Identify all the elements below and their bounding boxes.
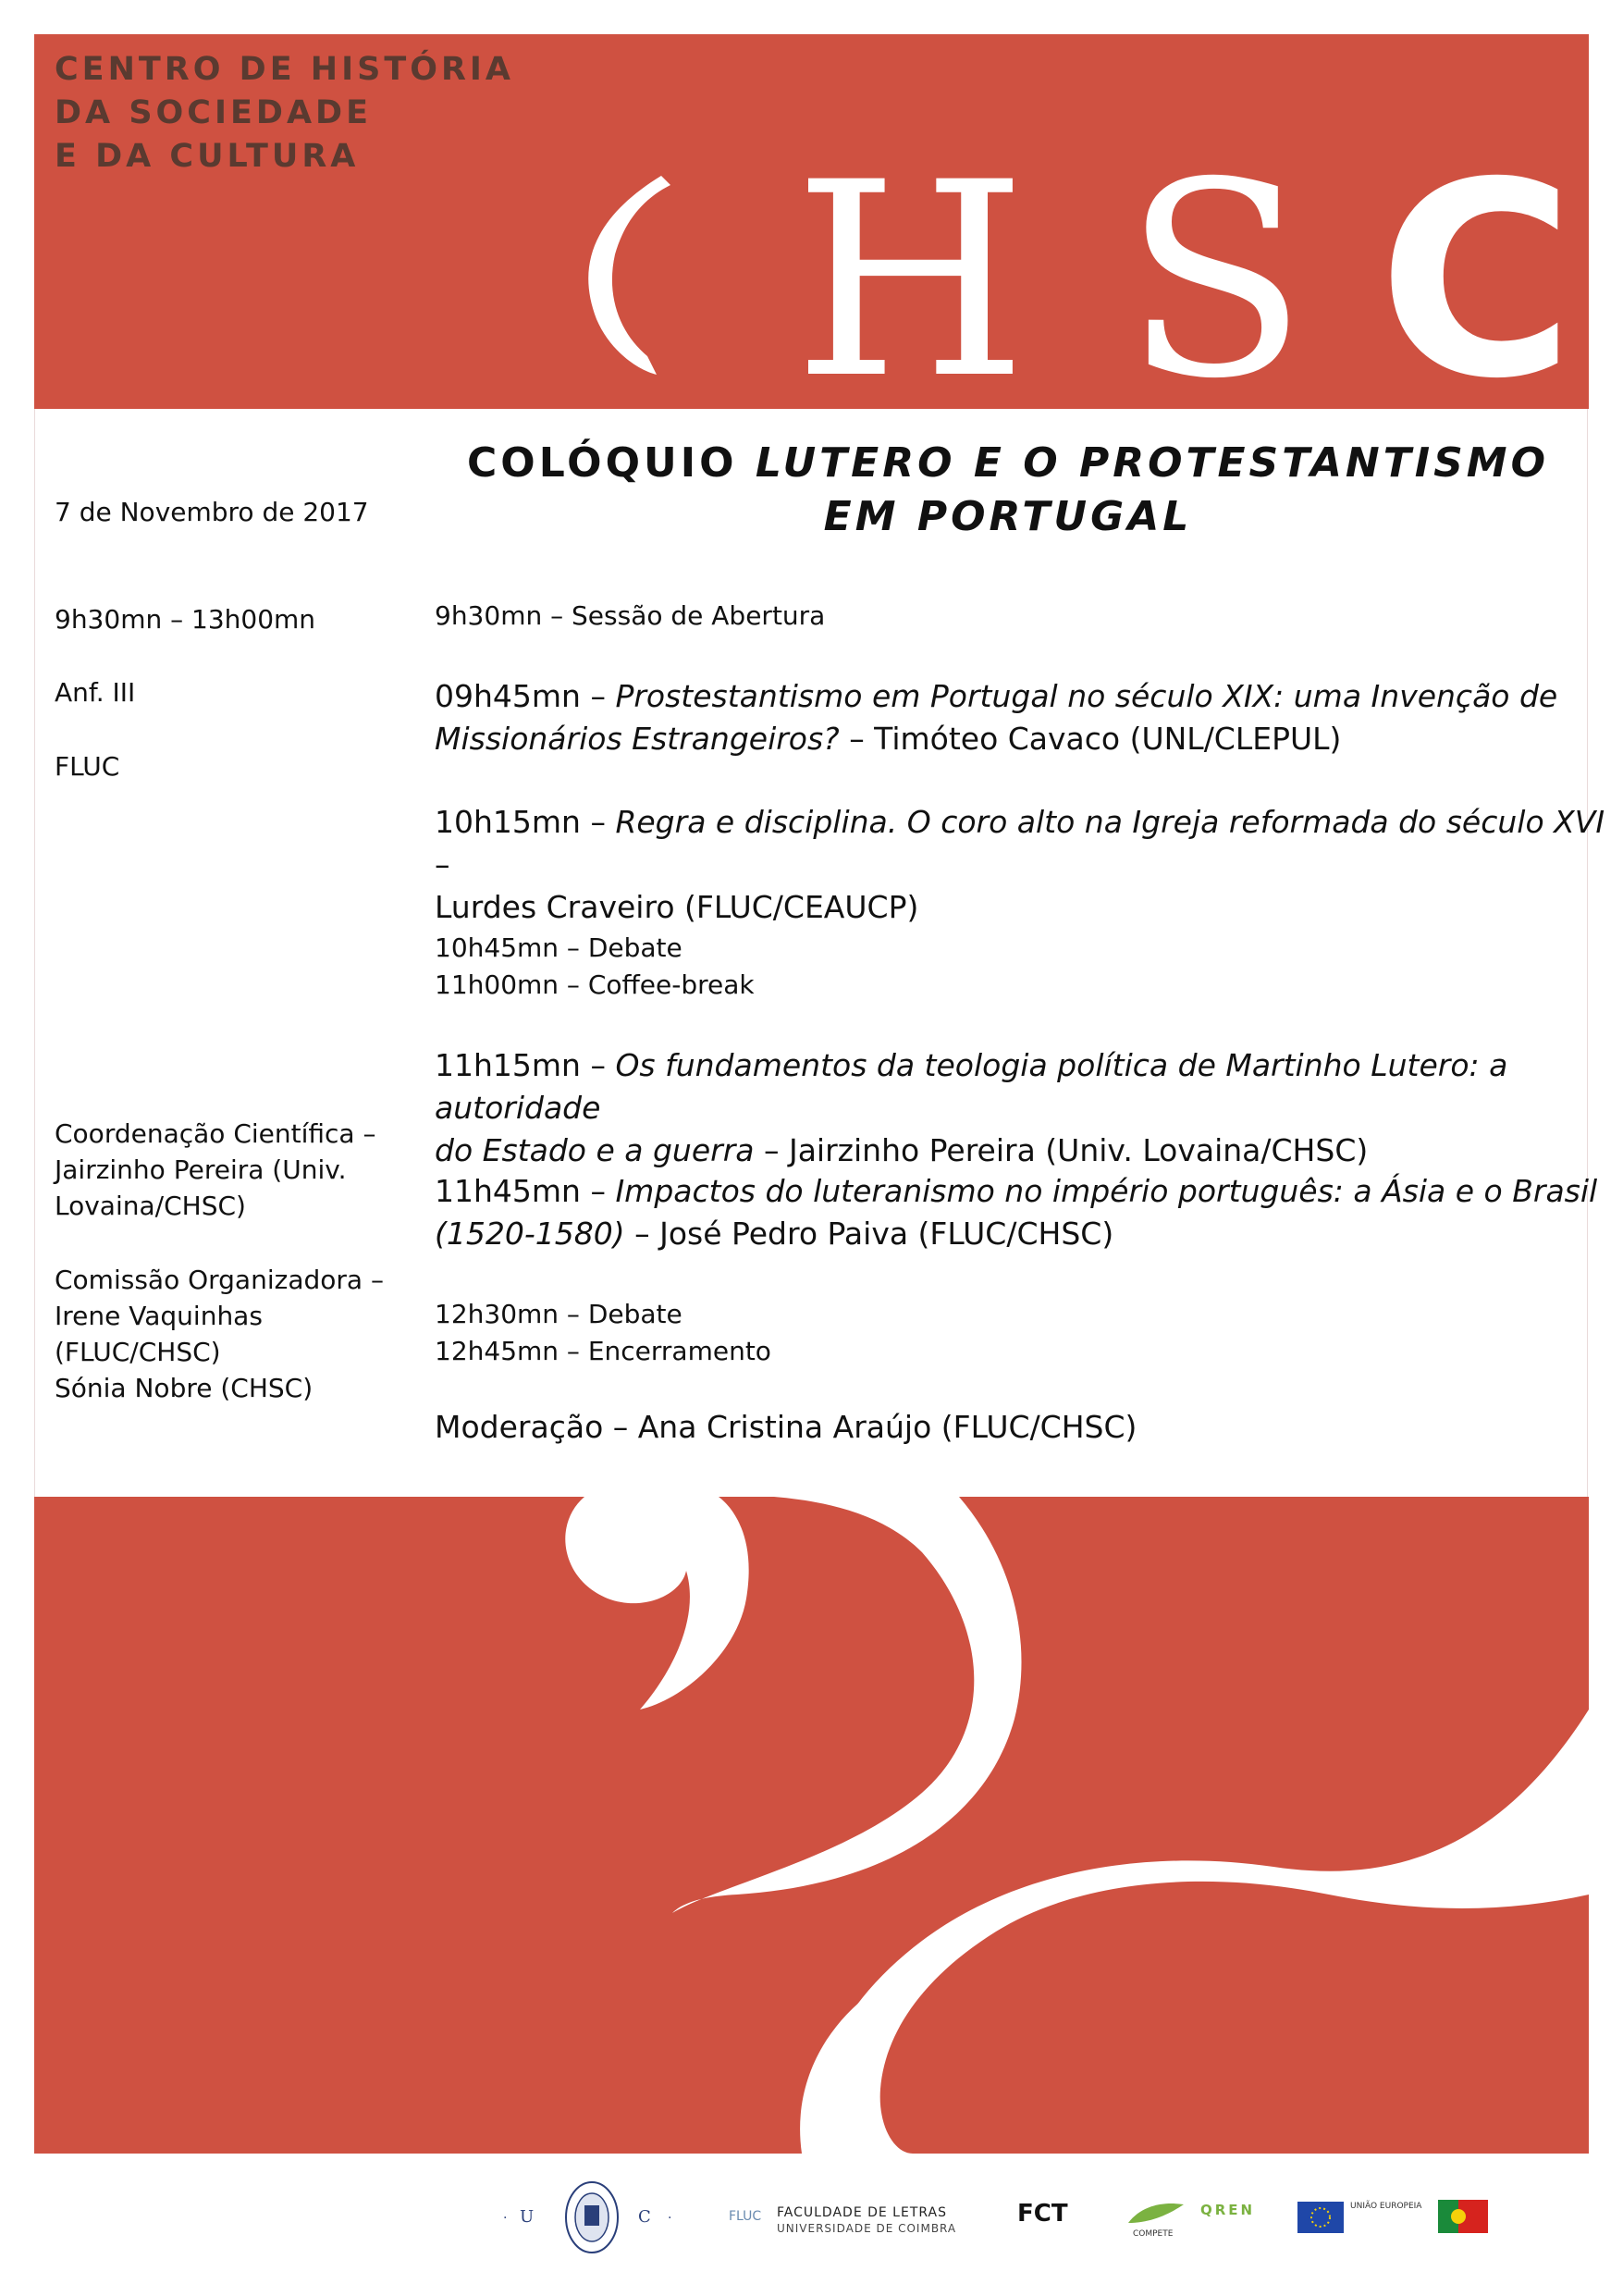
session-1 [435,675,1557,760]
program-opening: 9h30mn – Sessão de Abertura [435,600,826,631]
coffee-break: 11h00mn – Coffee-break [435,969,755,1000]
title-prefix: COLÓQUIO [467,439,756,487]
session-2-author: Lurdes Craveiro (FLUC/CEAUCP) [435,889,919,925]
compete-leaf-icon [1124,2200,1188,2228]
session-1-title-b: Missionários Estrangeiros? [435,721,840,757]
university-seal-icon [559,2176,624,2259]
debate-1: 10h45mn – Debate [435,932,682,963]
monogram-c-arc-icon [573,167,675,379]
session-4-time: 11h45mn – [435,1173,616,1209]
session-1-author: – Timóteo Cavaco (UNL/CLEPUL) [839,721,1342,757]
session-3-time: 11h15mn – [435,1047,616,1083]
eu-label: UNIÃO EUROPEIA [1350,2202,1422,2211]
committee-label: Comissão Organizadora – [55,1265,384,1295]
event-venue: FLUC [55,751,120,782]
session-4-title-a: Impactos do luteranismo no império português: a Ásia e o Brasil [615,1173,1598,1209]
monogram-h: H [793,126,1027,438]
session-1-title-a: Prostestantismo em Portugal no século XIX: uma Invenção de [615,678,1558,714]
moderation: Moderação – Ana Cristina Araújo (FLUC/CHSC) [435,1409,1137,1445]
event-time: 9h30mn – 13h00mn [55,604,316,635]
debate-2: 12h30mn – Debate [435,1299,682,1329]
footer [0,2155,1623,2296]
session-3-author: – Jairzinho Pereira (Univ. Lovaina/CHSC) [754,1132,1369,1168]
title-italic: LUTERO E O PROTESTANTISMO EM PORTUGAL [755,439,1549,540]
bottom-banner [34,1497,1589,2154]
committee-line-2: Irene Vaquinhas [55,1301,263,1331]
content-area [34,409,1588,1497]
uc-letter-c: C [638,2207,651,2227]
fct-logo: FCT [1017,2200,1068,2228]
page-title [435,437,1581,544]
coordination-line-2: Jairzinho Pereira (Univ. [55,1154,347,1185]
committee-line-3: (FLUC/CHSC) [55,1337,221,1367]
qren-logo: QREN [1200,2202,1256,2218]
session-2-dash: – [435,846,450,883]
monogram-s: S [1124,126,1308,438]
session-3-title-b: do Estado e a guerra [435,1132,755,1168]
org-name-line-1: CENTRO DE HISTÓRIA [55,51,515,88]
fluc-tag: FLUC [729,2209,762,2224]
event-room: Anf. III [55,677,136,708]
org-name-line-2: DA SOCIEDADE [55,94,373,131]
event-date: 7 de Novembro de 2017 [55,497,369,527]
portugal-flag-icon [1438,2200,1488,2233]
uc-letter-u: U [520,2207,535,2227]
session-4-author: – José Pedro Paiva (FLUC/CHSC) [624,1216,1114,1252]
coordination-line-3: Lovaina/CHSC) [55,1191,246,1221]
uc-dot-right: · [668,2211,672,2226]
session-2-time: 10h15mn – [435,804,616,840]
uc-dot-left: · [503,2211,508,2226]
org-name-line-3: E DA CULTURA [55,138,360,175]
decorative-ampersand-icon [34,1497,1589,2154]
closing: 12h45mn – Encerramento [435,1336,771,1366]
session-2-title: Regra e disciplina. O coro alto na Igreja reformada do século XVI [615,804,1605,840]
fluc-university: UNIVERSIDADE DE COIMBRA [777,2222,957,2235]
session-1-time: 09h45mn – [435,678,616,714]
committee-line-4: Sónia Nobre (CHSC) [55,1373,314,1403]
coordination-label: Coordenação Científica – [55,1118,376,1149]
session-4-title-b: (1520-1580) [435,1216,625,1252]
session-4 [435,1170,1597,1255]
session-2 [435,801,1623,929]
session-3 [435,1044,1623,1172]
session-3-title-a: Os fundamentos da teologia política de Martinho Lutero: a autoridade [435,1047,1508,1126]
eu-flag-icon [1297,2202,1344,2233]
monogram-c: C [1378,126,1575,438]
compete-logo: COMPETE [1133,2229,1174,2239]
fluc-name: FACULDADE DE LETRAS [777,2205,948,2220]
